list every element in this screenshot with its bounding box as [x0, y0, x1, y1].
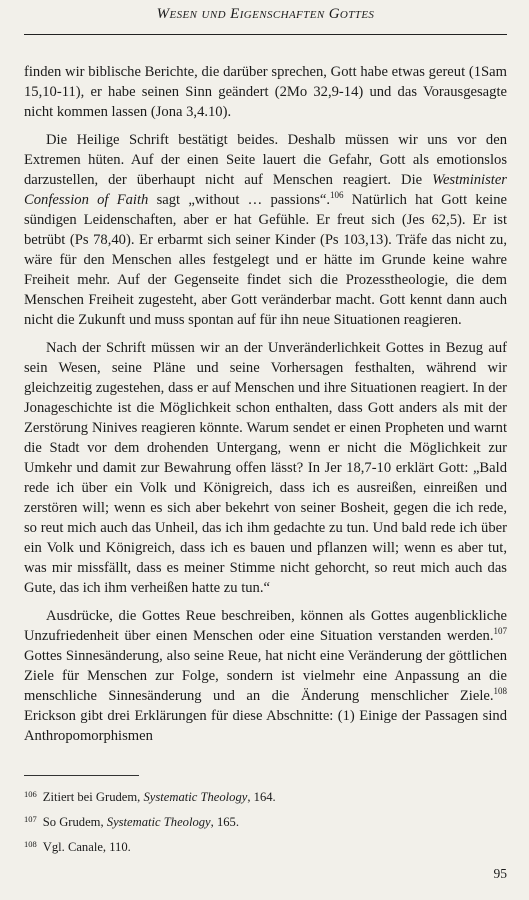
footnote-text: Zitiert bei Grudem, [42, 790, 144, 804]
footnote-book-title: Systematic Theology [106, 815, 211, 829]
footnote-108 [24, 833, 507, 858]
footnotes [24, 783, 507, 858]
footnote-number: 108 [24, 839, 37, 849]
paragraph-1-text: finden wir biblische Berichte, die darüber sprechen, Gott habe etwas gereut (1Sam 15,10-11), er habe seinen Sinn geändert (2Mo 32,9-14) und das Vorausgesagte nicht kommen lassen (Jona 3,4.10). [24, 64, 507, 120]
paragraph-2-text-c: Natürlich hat Gott keine sündigen Leidenschaften, aber er hat Gefühle. Er freut sich (Jes 62,5). Er ist betrübt (Ps 78,40). Er erbarmt sich seiner Kinder (Ps 103,13). Träfe das nicht zu, wäre für den Menschen alles festgelegt und er hätte im Grunde keine wahre Freiheit mehr. Auf der Gegenseite findet sich die Prozesstheologie, die dem Menschen Freiheit zugesteht, aber Gott veränderbar macht. Gott kennt dann auch nicht die Zukunft und muss spontan auf für ihn neue Situationen reagieren. [24, 192, 507, 328]
paragraph-3 [24, 338, 507, 598]
body-text [24, 62, 507, 754]
running-header-title: Wesen und Eigenschaften Gottes [156, 6, 375, 22]
footnote-ref-107: 107 [493, 626, 507, 636]
footnote-text-end: , 165. [210, 815, 239, 829]
footnote-divider [24, 775, 139, 776]
footnote-book-title: Systematic Theology [143, 790, 248, 804]
paragraph-4-text-a: Ausdrücke, die Gottes Reue beschreiben, können als Gottes augenblickliche Unzufriedenheit über einen Menschen oder eine Situation verstanden werden. [24, 608, 507, 644]
footnote-ref-106: 106 [330, 190, 344, 200]
page-number: 95 [493, 866, 507, 881]
footnote-number: 107 [24, 814, 37, 824]
footnote-text: Vgl. Canale, 110. [42, 840, 131, 854]
footnote-106 [24, 783, 507, 808]
paragraph-2-text-b: sagt „without … passions“. [148, 192, 331, 208]
westminster-confession-title: Westminister Confession of Faith [24, 172, 507, 208]
footnote-number: 106 [24, 789, 37, 799]
footnote-text-end: , 164. [247, 790, 276, 804]
footnote-107 [24, 808, 507, 833]
footnote-ref-108: 108 [493, 686, 507, 696]
paragraph-4 [24, 606, 507, 746]
footnote-text: So Grudem, [42, 815, 107, 829]
paragraph-3-text: Nach der Schrift müssen wir an der Unveränderlichkeit Gottes in Bezug auf sein Wesen, seine Pläne und seine Vorhersagen festhalten, während wir gleichzeitig zugestehen, dass er auf Menschen und ihre Situationen reagiert. In der Jonageschichte ist die Möglichkeit schon enthalten, dass Gott anders als mit der Zerstörung Ninives reagieren könnte. Warum sendet er einen Propheten und warnt die Stadt vor dem drohenden Untergang, wenn er nicht die Möglichkeit zur Umkehr und damit zur Bewahrung offen lässt? In Jer 18,7-10 erklärt Gott: „Bald rede ich über ein Volk und Königreich, dass ich es ausreißen, einreißen und zerstören will; wenn es sich aber bekehrt von seiner Bosheit, gegen die ich rede, so reut mich auch das Unheil, das ich ihm gedachte zu tun. Und bald rede ich über ein Volk und Königreich, dass ich es bauen und pflanzen will; wenn es aber tut, was mir missfällt, dass es meiner Stimme nicht gehorcht, so reut mich auch das Gute, das ich ihm verheißen hatte zu tun.“ [24, 340, 507, 596]
paragraph-2-text-a: Die Heilige Schrift bestätigt beides. Deshalb müssen wir uns vor den Extremen hüten. Auf der einen Seite lauert die Gefahr, Gott als emotionslos darzustellen, der überhaupt nicht auf Menschen reagiert. Die [24, 132, 507, 188]
paragraph-2 [24, 130, 507, 330]
paragraph-1 [24, 62, 507, 122]
running-header [24, 0, 507, 35]
paragraph-4-text-b: Gottes Sinnesänderung, also seine Reue, hat nicht eine Veränderung der göttlichen Ziele für Menschen zur Folge, sondern ist vielmehr eine Anpassung an die menschliche Sinnesänderung und an die Änderung menschlicher Ziele. [24, 648, 507, 704]
paragraph-4-text-c: Erickson gibt drei Erklärungen für diese Abschnitte: (1) Einige der Passagen sind Anthropomorphismen [24, 708, 507, 744]
